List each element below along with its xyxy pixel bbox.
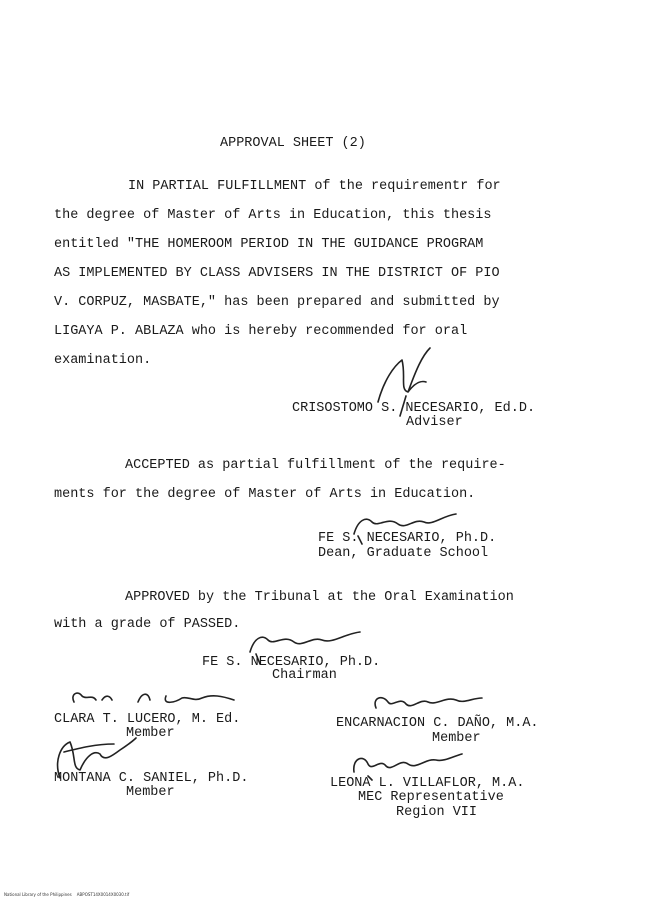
approved-line-2: with a grade of PASSED. [54, 617, 241, 632]
accepted-line-2: ments for the degree of Master of Arts in Education. [54, 487, 476, 502]
member-1-role: Member [126, 726, 175, 741]
adviser-role: Adviser [406, 415, 463, 430]
adviser-name: CRISOSTOMO S. NECESARIO, Ed.D. [292, 401, 536, 416]
member-2-role: Member [432, 731, 481, 746]
intro-line-7: examination. [54, 353, 152, 368]
dano-signature [370, 690, 490, 716]
member-4-role-region: Region VII [396, 805, 478, 820]
intro-line-1: IN PARTIAL FULFILLMENT of the requirementr for [128, 179, 501, 194]
member-1-name: CLARA T. LUCERO, M. Ed. [54, 712, 241, 727]
member-2-name: ENCARNACION C. DAÑO, M.A. [336, 716, 539, 731]
intro-line-5: V. CORPUZ, MASBATE," has been prepared and submitted by [54, 295, 500, 310]
accepted-line-1: ACCEPTED as partial fulfillment of the require- [125, 458, 506, 473]
member-4-name: LEONA L. VILLAFLOR, M.A. [330, 776, 525, 791]
member-3-role: Member [126, 785, 175, 800]
scan-footer: National Library of the Philippines ABPOST14X0014X0030.tif [4, 892, 130, 897]
chairman-name: FE S. NECESARIO, Ph.D. [202, 655, 381, 670]
page-title: APPROVAL SHEET (2) [220, 136, 366, 151]
member-4-role: MEC Representative [358, 790, 504, 805]
chairman-role: Chairman [272, 668, 337, 683]
intro-line-3: entitled "THE HOMEROOM PERIOD IN THE GUIDANCE PROGRAM [54, 237, 484, 252]
dean-name: FE S. NECESARIO, Ph.D. [318, 531, 497, 546]
intro-line-2: the degree of Master of Arts in Education, this thesis [54, 208, 492, 223]
member-3-name: MONTANA C. SANIEL, Ph.D. [54, 771, 249, 786]
approved-line-1: APPROVED by the Tribunal at the Oral Examination [125, 590, 514, 605]
lucero-signature [66, 686, 256, 712]
intro-line-6: LIGAYA P. ABLAZA who is hereby recommended for oral [54, 324, 468, 339]
dean-role: Dean, Graduate School [318, 546, 489, 561]
intro-line-4: AS IMPLEMENTED BY CLASS ADVISERS IN THE DISTRICT OF PIO [54, 266, 500, 281]
